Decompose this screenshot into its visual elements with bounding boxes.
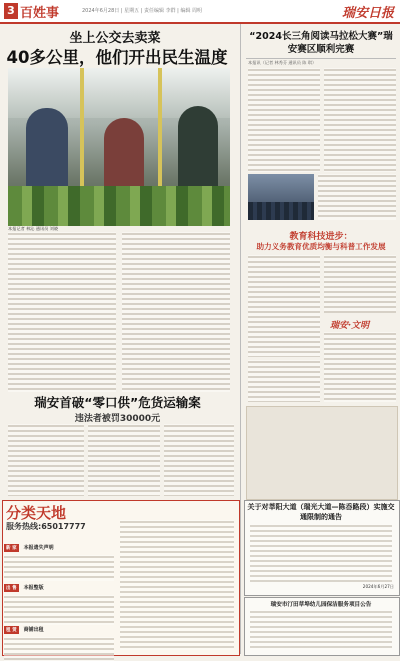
safety-article-col-1 <box>8 424 84 496</box>
marathon-photo <box>248 174 314 220</box>
issue-meta: 2024年6月28日 | 星期五 | 责任编辑 李群 | 编辑 周明 <box>82 8 203 14</box>
lead-byline: 本报记者 林沁 通讯员 刘晓 <box>8 226 59 231</box>
audience <box>248 202 314 220</box>
edu-headline: 助力义务教育优质均衡与科普工作发展 <box>256 242 386 251</box>
page-number-badge: 3 <box>4 3 18 19</box>
notice-body <box>250 524 392 582</box>
ad-title: 商铺出租 <box>23 627 44 633</box>
ad-tag: 租 赁 <box>6 628 17 633</box>
marathon-article-col-3 <box>318 174 396 220</box>
classified-col-2 <box>120 520 234 650</box>
vegetable-basket <box>8 186 230 226</box>
marathon-headline: “2024长三角阅读马拉松大赛”瑞安赛区顺利完赛 <box>249 31 393 55</box>
kindergarten-headline: 瑞安市汀田草埠幼儿园保洁服务项目公告 <box>270 602 372 608</box>
classified-hotline: 服务热线:65017777 <box>6 522 86 531</box>
classified-ad <box>4 616 114 652</box>
ad-title: 本报遗失声明 <box>23 545 54 551</box>
lead-article-col-1 <box>8 232 116 392</box>
lead-photo <box>8 68 230 226</box>
notice-headline: 关于对莘阳大道（瑞光大道—陈岙路段）实施交通限制的通告 <box>247 503 395 521</box>
newspaper-logo: 瑞安日报 <box>341 6 394 21</box>
marathon-article-col-1 <box>248 68 320 172</box>
classified-title: 分类天地 <box>6 504 67 522</box>
kindergarten-body <box>250 610 392 650</box>
safety-article-col-3 <box>164 424 234 496</box>
passenger <box>26 108 68 198</box>
edu-article-col-1 <box>248 255 320 357</box>
notice-date: 2024年6月27日 <box>362 584 394 589</box>
edu-kicker: 教育科技进步： <box>289 232 353 242</box>
section-title: 百姓事 <box>20 6 60 21</box>
safety-subhead: 违法者被罚30000元 <box>74 414 161 424</box>
ad-tag: 新 家 <box>6 546 17 551</box>
marathon-article-col-2 <box>324 68 396 172</box>
column-label: 瑞安·文明 <box>330 321 370 331</box>
divider <box>246 58 396 59</box>
edu-article-col-3 <box>324 332 396 402</box>
classified-ad <box>4 574 114 614</box>
ad-box <box>246 406 398 500</box>
lead-headline: 40多公里，他们开出民生温度 <box>6 48 228 67</box>
ad-tag: 出 售 <box>6 586 17 591</box>
classified-ad <box>4 534 114 570</box>
lead-kicker: 坐上公交去卖菜 <box>69 31 161 46</box>
safety-article-col-2 <box>88 424 160 496</box>
column-divider <box>240 24 241 654</box>
edu-article-col-4 <box>248 360 320 402</box>
lead-article-col-2 <box>122 232 230 392</box>
edu-article-col-2 <box>324 255 396 313</box>
marathon-byline: 本报讯（记者 林秀芬 通讯员 陈 琪） <box>248 60 317 65</box>
ad-title: 本报整版 <box>23 585 44 591</box>
safety-headline: 瑞安首破“零口供”危货运输案 <box>34 395 201 410</box>
